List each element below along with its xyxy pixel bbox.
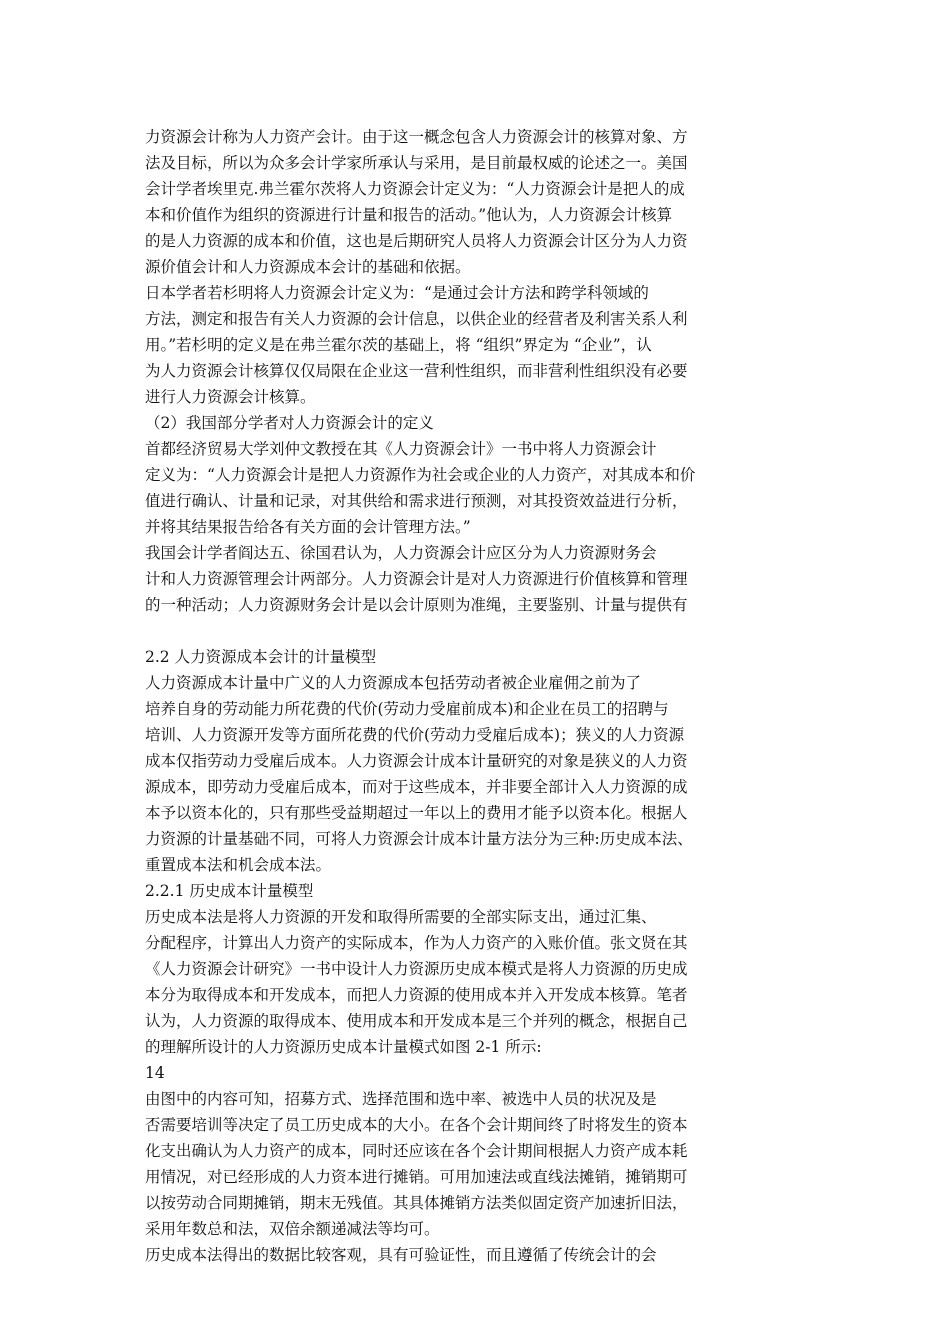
blank-line <box>145 618 785 644</box>
text-line: 会计学者埃里克.弗兰霍尔茨将人力资源会计定义为：“人力资源会计是把人的成 <box>145 180 685 198</box>
paragraph-start-line: 历史成本法得出的数据比较客观，具有可验证性，而且遵循了传统会计的会 <box>145 1246 657 1264</box>
text-line: 分配程序，计算出人力资产的实际成本，作为人力资产的入账价值。张文贤在其 <box>145 934 688 952</box>
text-line: 源成本，即劳动力受雇后成本，而对于这些成本，并非要全部计入人力资源的成 <box>145 778 688 796</box>
text-line: 重置成本法和机会成本法。 <box>145 856 332 874</box>
text-line: 化支出确认为人力资产的成本，同时还应该在各个会计期间根据人力资产成本耗 <box>145 1142 688 1160</box>
paragraph-start-line: 由图中的内容可知，招募方式、选择范围和选中率、被选中人员的状况及是 <box>145 1090 657 1108</box>
text-line: 培养自身的劳动能力所花费的代价(劳动力受雇前成本)和企业在员工的招聘与 <box>145 700 669 718</box>
subsection-heading: 2.2.1 历史成本计量模型 <box>145 882 314 900</box>
text-line: 值进行确认、计量和记录，对其供给和需求进行预测，对其投资效益进行分析， <box>145 492 688 510</box>
paragraph-start-line: 日本学者若杉明将人力资源会计定义为：“是通过会计方法和跨学科领域的 <box>145 284 649 302</box>
text-line: 本分为取得成本和开发成本，而把人力资源的使用成本并入开发成本核算。笔者 <box>145 986 688 1004</box>
section-heading: 2.2 人力资源成本会计的计量模型 <box>145 648 377 666</box>
text-line: 法及目标，所以为众多会计学家所承认与采用，是目前最权威的论述之一。美国 <box>145 154 688 172</box>
text-line: 采用年数总和法，双倍余额递减法等均可。 <box>145 1220 440 1238</box>
paragraph-start-line: 首都经济贸易大学刘仲文教授在其《人力资源会计》一书中将人力资源会计 <box>145 440 657 458</box>
text-line: 认为，人力资源的取得成本、使用成本和开发成本是三个并列的概念，根据自己 <box>145 1012 688 1030</box>
text-line: 成本仅指劳动力受雇后成本。人力资源会计成本计量研究的对象是狭义的人力资 <box>145 752 688 770</box>
text-line: 力资源的计量基础不同，可将人力资源会计成本计量方法分为三种:历史成本法、 <box>145 830 693 848</box>
text-line: 的理解所设计的人力资源历史成本计量模式如图 2-1 所示: <box>145 1038 542 1056</box>
paragraph-start-line: 历史成本法是将人力资源的开发和取得所需要的全部实际支出，通过汇集、 <box>145 908 657 926</box>
text-line: 本予以资本化的，只有那些受益期超过一年以上的费用才能予以资本化。根据人 <box>145 804 688 822</box>
text-line: 为人力资源会计核算仅仅局限在企业这一营利性组织，而非营利性组织没有必要 <box>145 362 688 380</box>
paragraph-start-line: 我国会计学者阎达五、徐国君认为，人力资源会计应区分为人力资源财务会 <box>145 544 657 562</box>
paragraph-start-line: 人力资源成本计量中广义的人力资源成本包括劳动者被企业雇佣之前为了 <box>145 674 642 692</box>
text-line: 否需要培训等决定了员工历史成本的大小。在各个会计期间终了时将发生的资本 <box>145 1116 688 1134</box>
text-line: 《人力资源会计研究》一书中设计人力资源历史成本模式是将人力资源的历史成 <box>145 960 688 978</box>
text-line: 的是人力资源的成本和价值，这也是后期研究人员将人力资源会计区分为人力资 <box>145 232 688 250</box>
text-line: 力资源会计称为人力资产会计。由于这一概念包含人力资源会计的核算对象、方 <box>145 128 688 146</box>
text-line: 本和价值作为组织的资源进行计量和报告的活动。”他认为，人力资源会计核算 <box>145 206 673 224</box>
subsection-heading: （2）我国部分学者对人力资源会计的定义 <box>145 414 434 432</box>
text-line: 用。”若杉明的定义是在弗兰霍尔茨的基础上，将 “组织”界定为 “企业”，认 <box>145 336 652 354</box>
text-line: 进行人力资源会计核算。 <box>145 388 316 406</box>
text-line: 计和人力资源管理会计两部分。人力资源会计是对人力资源进行价值核算和管理 <box>145 570 688 588</box>
text-line: 定义为：“人力资源会计是把人力资源作为社会或企业的人力资产，对其成本和价 <box>145 466 696 484</box>
page-number: 14 <box>145 1064 165 1082</box>
text-line: 方法，测定和报告有关人力资源的会计信息，以供企业的经营者及利害关系人利 <box>145 310 688 328</box>
text-line: 的一种活动；人力资源财务会计是以会计原则为准绳，主要鉴别、计量与提供有 <box>145 596 688 614</box>
text-line: 源价值会计和人力资源成本会计的基础和依据。 <box>145 258 471 276</box>
text-line: 并将其结果报告给各有关方面的会计管理方法。” <box>145 518 471 536</box>
text-line: 培训、人力资源开发等方面所花费的代价(劳动力受雇后成本)；狭义的人力资源 <box>145 726 685 744</box>
text-line: 用情况，对已经形成的人力资本进行摊销。可用加速法或直线法摊销，摊销期可 <box>145 1168 688 1186</box>
document-body <box>145 124 785 1268</box>
text-line: 以按劳动合同期摊销，期末无残值。其具体摊销方法类似固定资产加速折旧法， <box>145 1194 688 1212</box>
